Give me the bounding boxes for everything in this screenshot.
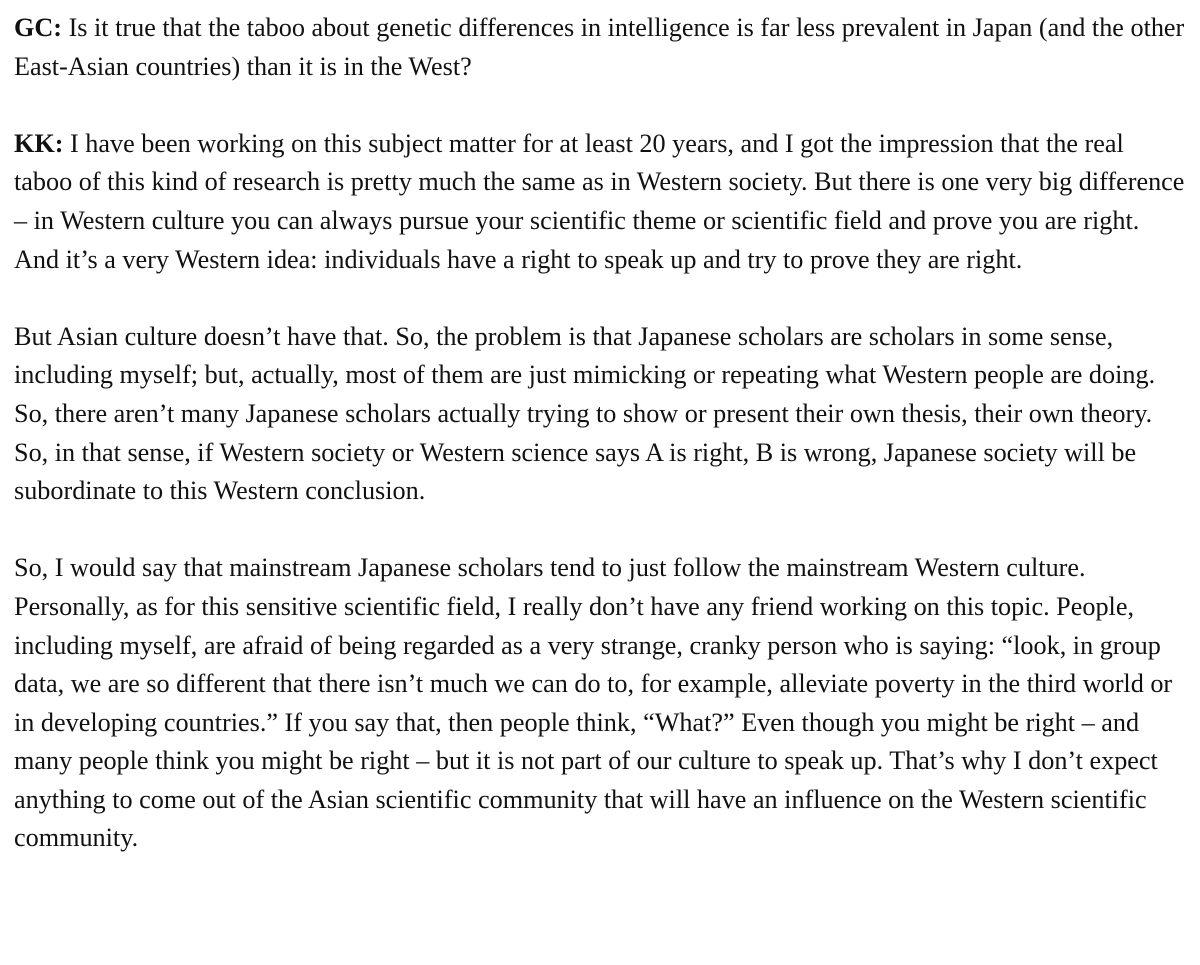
interviewee-label: KK: (14, 128, 64, 158)
interviewer-label: GC: (14, 13, 63, 42)
answer-paragraph: But Asian culture doesn’t have that. So, the problem is that Japanese scholars are scholars in some sense, including myself; but, actually, most of them are just mimicking or repeating what Western people are doing. So, there aren’t many Japanese scholars actually trying to show or present their own thesis, their own theory. So, in that sense, if Western society or Western science says A is right, B is wrong, Japanese society will be subordinate to this Western conclusion. (14, 321, 1156, 506)
question-text: Is it true that the taboo about genetic differences in intelligence is far less prevalent in Japan (and the other East-Asian countries) than it is in the West? (14, 13, 1185, 81)
answer-text: I have been working on this subject matter for at least 20 years, and I got the impression that the real taboo of this kind of research is pretty much the same as in Western society. But there is one very big difference – in Western culture you can always pursue your scientific theme or scientific field and prove you are right. And it’s a very Western idea: individuals have a right to speak up and try to prove they are right. (14, 128, 1185, 274)
answer-paragraph: So, I would say that mainstream Japanese scholars tend to just follow the mainstream Western culture. Personally, as for this sensitive scientific field, I really don’t have any friend working on this topic. People, including myself, are afraid of being regarded as a very strange, cranky person who is saying: “look, in group data, we are so different that there isn’t much we can do to, for example, alleviate poverty in the third world or in developing countries.” If you say that, then people think, “What?” Even though you might be right – and many people think you might be right – but it is not part of our culture to speak up. That’s why I don’t expect anything to come out of the Asian scientific community that will have an influence on the Western scientific community. (14, 553, 1173, 853)
answer-paragraph (14, 125, 1186, 279)
question-paragraph (14, 9, 1186, 86)
